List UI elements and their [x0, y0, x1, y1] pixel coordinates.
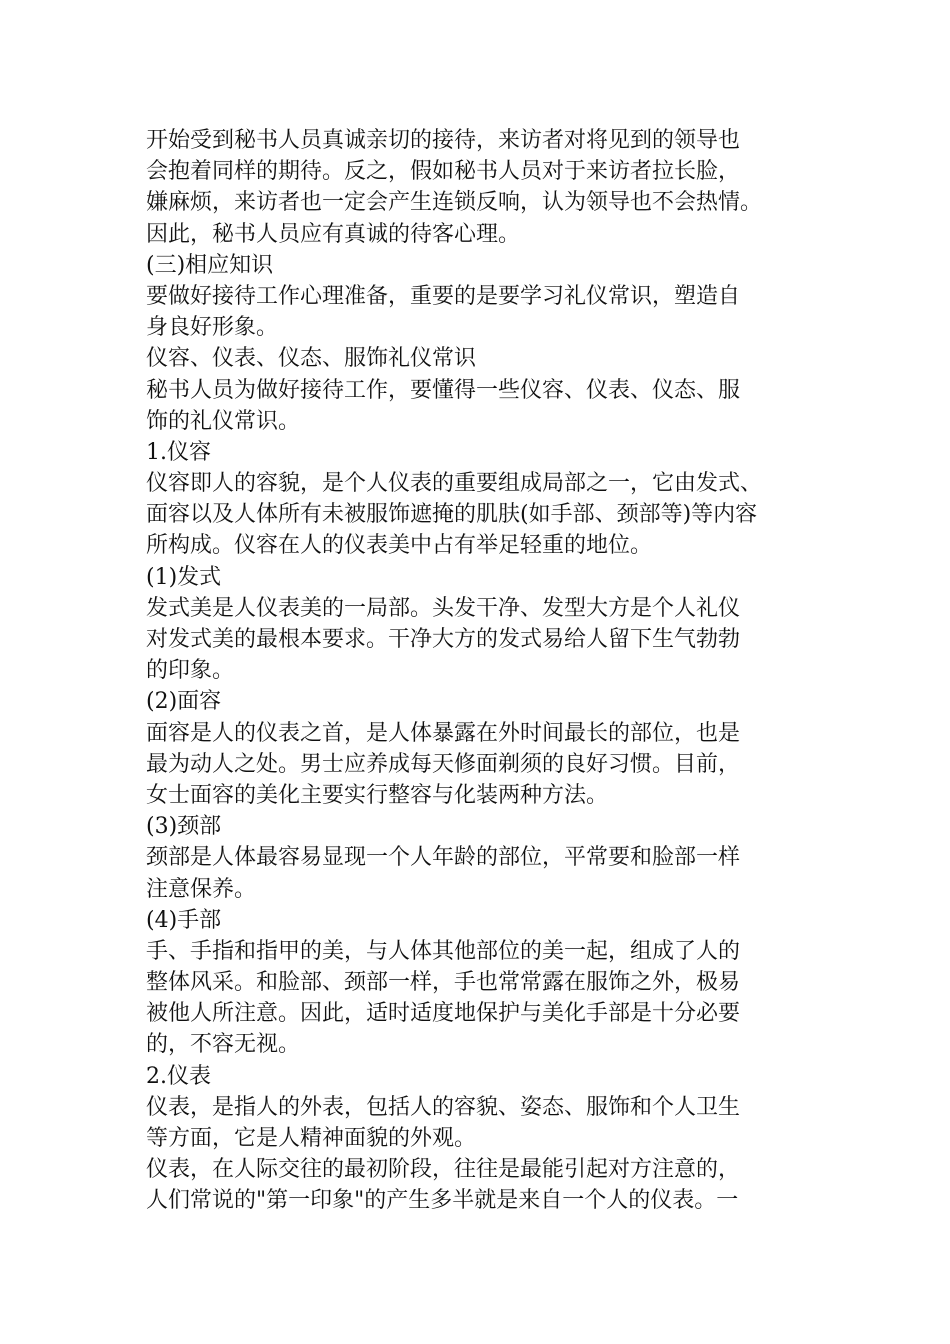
text-line: 面容以及人体所有未被服饰遮掩的肌肤(如手部、颈部等)等内容	[146, 502, 758, 528]
text-line: 仪表，在人际交往的最初阶段，往往是最能引起对方注意的，	[146, 1157, 741, 1183]
text-line: (4)手部	[146, 907, 222, 933]
text-line: 仪表，是指人的外表，包括人的容貌、姿态、服饰和个人卫生	[146, 1094, 741, 1120]
text-line: 的，不容无视。	[146, 1032, 301, 1058]
text-line: 秘书人员为做好接待工作，要懂得一些仪容、仪表、仪态、服	[146, 377, 741, 403]
text-line: 身良好形象。	[146, 315, 279, 341]
text-line: (2)面容	[146, 689, 222, 715]
text-line: 所构成。仪容在人的仪表美中占有举足轻重的地位。	[146, 533, 653, 559]
text-line: 被他人所注意。因此，适时适度地保护与美化手部是十分必要	[146, 1001, 741, 1027]
document-body	[146, 125, 816, 1217]
text-line: 人们常说的"第一印象"的产生多半就是来自一个人的仪表。一	[146, 1188, 739, 1214]
text-line: (1)发式	[146, 564, 222, 590]
text-line: 1.仪容	[146, 439, 211, 465]
text-line: 最为动人之处。男士应养成每天修面剃须的良好习惯。目前，	[146, 751, 741, 777]
text-line: 女士面容的美化主要实行整容与化装两种方法。	[146, 782, 609, 808]
text-line: (三)相应知识	[146, 252, 274, 278]
text-line: 颈部是人体最容易显现一个人年龄的部位，平常要和脸部一样	[146, 845, 741, 871]
text-line: 手、手指和指甲的美，与人体其他部位的美一起，组成了人的	[146, 938, 741, 964]
text-line: 仪容、仪表、仪态、服饰礼仪常识	[146, 346, 477, 372]
text-line: 嫌麻烦，来访者也一定会产生连锁反响，认为领导也不会热情。	[146, 190, 763, 216]
text-line: 开始受到秘书人员真诚亲切的接待，来访者对将见到的领导也	[146, 128, 741, 153]
text-line: 2.仪表	[146, 1063, 211, 1089]
text-line: 对发式美的最根本要求。干净大方的发式易给人留下生气勃勃	[146, 627, 741, 652]
text-line: 面容是人的仪表之首，是人体暴露在外时间最长的部位，也是	[146, 720, 741, 746]
text-line: 的印象。	[146, 658, 235, 684]
text-line: 会抱着同样的期待。反之，假如秘书人员对于来访者拉长脸，	[146, 159, 741, 185]
text-line: (3)颈部	[146, 814, 222, 840]
text-line: 整体风采。和脸部、颈部一样，手也常常露在服饰之外，极易	[146, 970, 741, 996]
text-line: 要做好接待工作心理准备，重要的是要学习礼仪常识，塑造自	[146, 283, 741, 309]
text-line: 仪容即人的容貌，是个人仪表的重要组成局部之一，它由发式、	[146, 471, 763, 497]
text-line: 注意保养。	[146, 876, 257, 902]
text-line: 发式美是人仪表美的一局部。头发干净、发型大方是个人礼仪	[146, 595, 741, 621]
text-line: 因此，秘书人员应有真诚的待客心理。	[146, 221, 521, 247]
text-line: 饰的礼仪常识。	[146, 408, 301, 434]
text-line: 等方面，它是人精神面貌的外观。	[146, 1126, 477, 1151]
